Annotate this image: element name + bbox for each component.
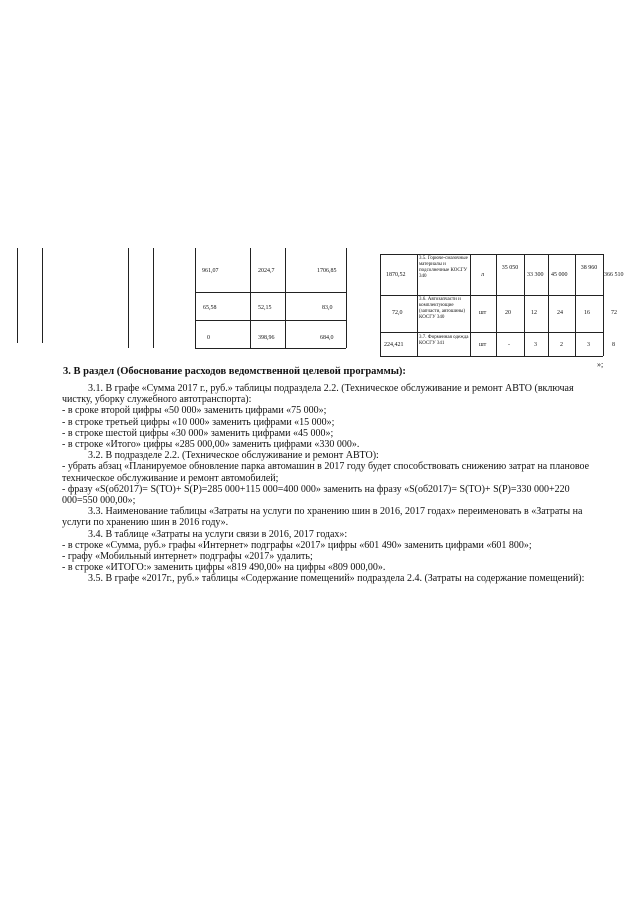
table-border	[548, 254, 549, 356]
paragraph: 3.3. Наименование таблицы «Затраты на услуги по хранению шин в 2016, 2017 годах» переименовать в «Затраты на услуги по хранению шин в 2016 году».	[62, 506, 583, 529]
table-cell: 20	[505, 310, 511, 316]
table-border	[195, 348, 346, 349]
table-cell: 398,96	[258, 335, 275, 341]
table-cell: 3	[534, 342, 537, 348]
table-border	[153, 248, 154, 348]
table-cell: шт	[479, 342, 487, 348]
paragraph: 3.4. В таблице «Затраты на услуги связи в 2016, 2017 годах»:	[88, 528, 348, 540]
paragraph: 3.5. В графе «2017г., руб.» таблицы «Содержание помещений» подраздела 2.4. (Затраты на содержание помещений):	[88, 573, 585, 585]
table-border	[496, 254, 497, 356]
table-border	[380, 356, 603, 357]
paragraph: - в строке «ИТОГО:» заменить цифры «819 490,00» на цифры «809 000,00».	[62, 562, 386, 574]
table-border	[575, 254, 576, 356]
table-cell: л	[481, 272, 484, 278]
table-cell: 38 960	[580, 265, 598, 271]
paragraph: 3.2. В подразделе 2.2. (Техническое обслуживание и ремонт АВТО):	[88, 450, 379, 462]
table-border	[470, 254, 471, 356]
table-border	[195, 320, 346, 321]
table-border	[346, 248, 347, 348]
table-cell: 33 300	[527, 272, 544, 278]
table-cell: 3	[587, 342, 590, 348]
table-cell: 72,0	[392, 310, 403, 316]
table-border	[417, 254, 418, 356]
table-cell-name: 3.7. Форменная одежда КОСГУ 341	[419, 335, 469, 346]
table-cell: 0	[207, 335, 210, 341]
table-cell: 366 510	[604, 272, 624, 278]
table-cell: 52,15	[258, 305, 272, 311]
paragraph: - в сроке второй цифры «50 000» заменить цифрами «75 000»;	[62, 405, 327, 417]
table-cell: 45 000	[551, 272, 568, 278]
table-border	[195, 292, 346, 293]
table-cell: 8	[612, 342, 615, 348]
table-border	[42, 248, 43, 343]
table-cell: шт	[479, 310, 487, 316]
table-border	[380, 332, 603, 333]
table-end-mark: »;	[597, 360, 604, 369]
table-cell: 65,58	[203, 305, 217, 311]
table-cell: 24	[557, 310, 563, 316]
table-border	[380, 295, 603, 296]
paragraph: - фразу «S(об2017)= S(ТО)+ S(Р)=285 000+115 000=400 000» заменить на фразу «S(об2017)= S(ТО)+ S(Р)=330 000+220 000=550 000,00»;	[62, 483, 570, 507]
section-heading: 3. В раздел (Обоснование расходов ведомственной целевой программы):	[63, 366, 406, 377]
table-cell: 684,0	[320, 335, 334, 341]
table-border	[250, 248, 251, 348]
table-border	[195, 248, 196, 348]
table-cell-name: 3.5. Горюче-смазочные материалы и подсолнечные КОСГУ 340	[419, 256, 468, 279]
table-cell: -	[508, 342, 510, 348]
table-cell: 961,07	[202, 268, 219, 274]
table-cell: 2	[560, 342, 563, 348]
table-cell: 72	[611, 310, 617, 316]
table-border	[380, 254, 381, 356]
table-cell: 1870,52	[386, 272, 406, 278]
paragraph: - в строке «Сумма, руб.» графы «Интернет» подграфы «2017» цифры «601 490» заменить цифрами «601 800»;	[62, 539, 532, 551]
paragraph: - в строке «Итого» цифры «285 000,00» заменить цифрами «330 000».	[62, 439, 360, 451]
paragraph: - в строке шестой цифры «30 000» заменить цифрами «45 000»;	[62, 427, 334, 439]
table-border	[128, 248, 129, 348]
table-border	[603, 254, 604, 356]
table-cell: 83,0	[322, 305, 333, 311]
section-body	[62, 383, 592, 585]
paragraph: - убрать абзац «Планируемое обновление парка автомашин в 2017 году будет способствовать снижению затрат на плановое техническое обслуживание и ремонт автомобилей;	[62, 461, 590, 484]
table-cell: 224,421	[384, 342, 404, 348]
table-cell: 12	[531, 310, 537, 316]
table-border	[524, 254, 525, 356]
table-border	[285, 248, 286, 348]
table-cell: 16	[584, 310, 590, 316]
table-border	[380, 254, 603, 255]
paragraph: - в строке третьей цифры «10 000» заменить цифрами «15 000»;	[62, 416, 335, 428]
table-cell: 1706,85	[317, 268, 337, 274]
table-cell-name: 3.6. Автозапчасти и комплектующие (запчасти, автошины) КОСГУ 340	[419, 297, 466, 320]
table-border	[17, 248, 18, 343]
table-cell: 2024,7	[258, 268, 275, 274]
table-cell: 35 050	[501, 265, 519, 271]
paragraph: - графу «Мобильный интернет» подграфы «2017» удалить;	[62, 551, 313, 563]
paragraph: 3.1. В графе «Сумма 2017 г., руб.» таблицы подраздела 2.2. (Техническое обслуживание и ремонт АВТО (включая чистку, уборку служебного автотранспорта):	[62, 383, 574, 406]
